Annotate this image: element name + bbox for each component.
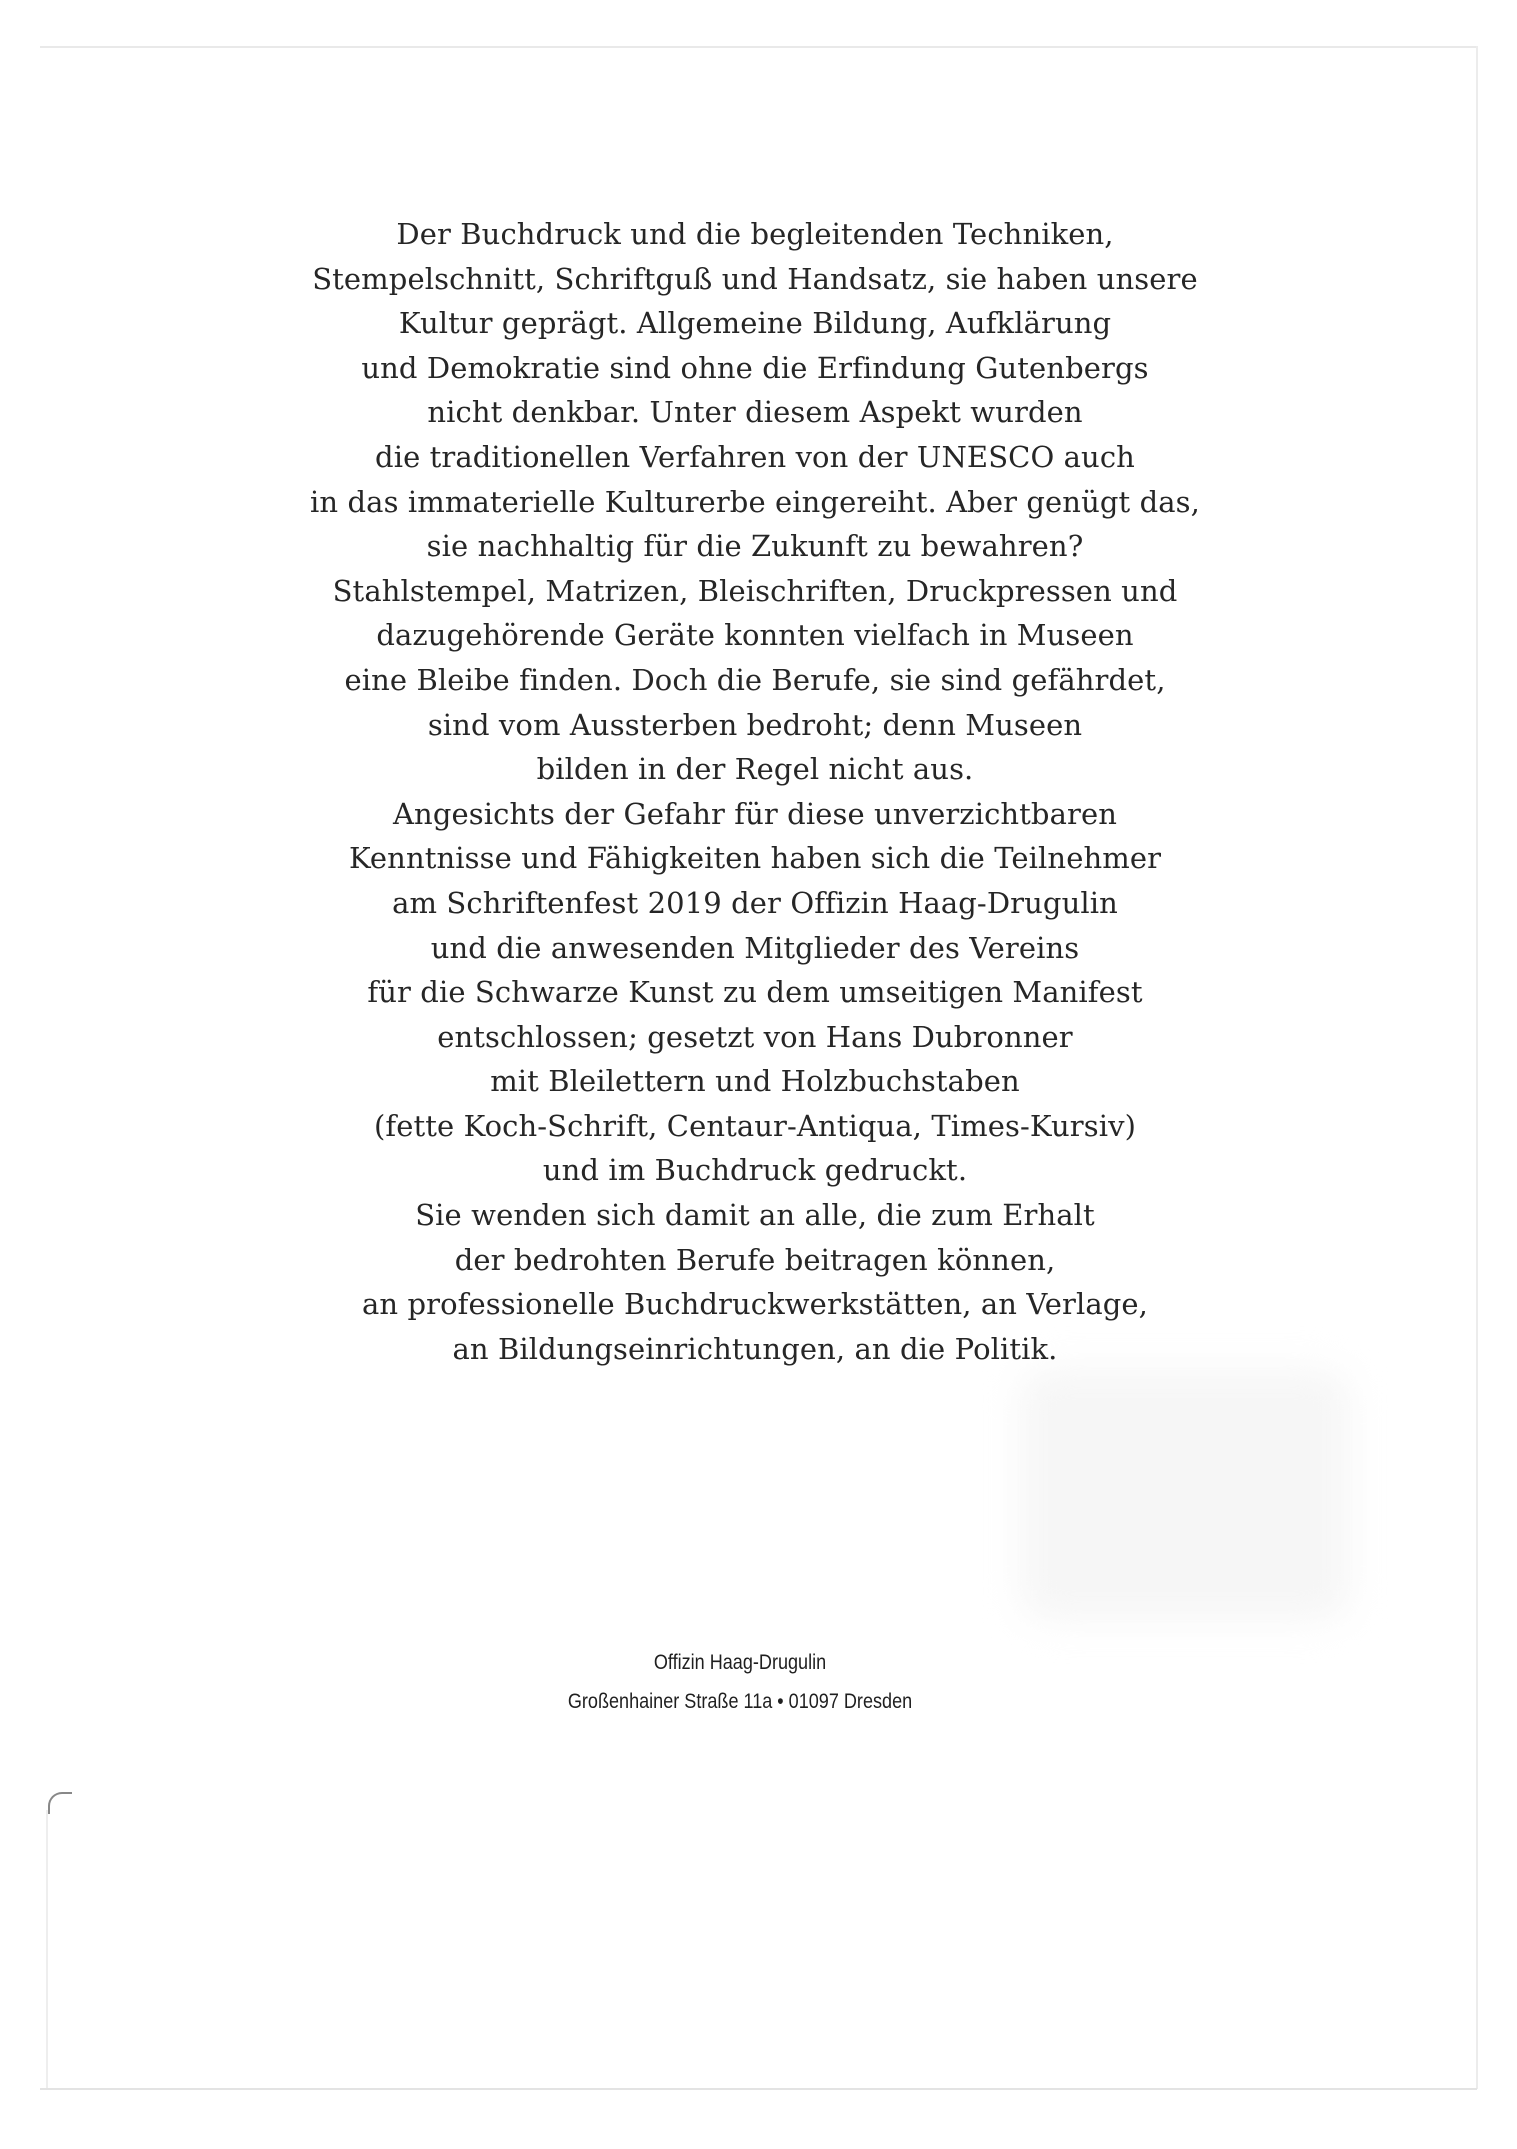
text-line: Sie wenden sich damit an alle, die zum Erhalt	[415, 1198, 1095, 1233]
scan-edge-right	[1476, 46, 1478, 2089]
text-line: an Bildungseinrichtungen, an die Politik.	[452, 1331, 1058, 1366]
text-line: nicht denkbar. Unter diesem Aspekt wurden	[427, 395, 1083, 430]
scan-edge-top	[40, 46, 1477, 48]
scan-edge-bottom	[40, 2088, 1477, 2090]
text-line: in das immaterielle Kulturerbe eingereiht. Aber genügt das,	[310, 484, 1200, 519]
text-line: (fette Koch-Schrift, Centaur-Antiqua, Times-Kursiv)	[373, 1108, 1137, 1143]
centered-text-block	[250, 212, 1260, 1371]
text-line: und Demokratie sind ohne die Erfindung Gutenbergs	[361, 350, 1149, 385]
paper-corner-mark	[48, 1792, 72, 1814]
text-line: sind vom Aussterben bedroht; denn Museen	[427, 707, 1083, 742]
text-line: Kenntnisse und Fähigkeiten haben sich die Teilnehmer	[348, 841, 1162, 876]
imprint-address: Großenhainer Straße 11a • 01097 Dresden	[567, 1690, 913, 1713]
scan-edge-left	[46, 1810, 48, 2088]
text-line: und die anwesenden Mitglieder des Vereins	[430, 930, 1080, 965]
text-line: sie nachhaltig für die Zukunft zu bewahren?	[426, 529, 1084, 564]
scan-shadow	[1020, 1370, 1350, 1620]
text-line: dazugehörende Geräte konnten vielfach in Museen	[376, 618, 1134, 653]
text-line: am Schriftenfest 2019 der Offizin Haag-Drugulin	[392, 885, 1118, 920]
text-line: mit Bleilettern und Holzbuchstaben	[490, 1064, 1020, 1099]
text-line: der bedrohten Berufe beitragen können,	[454, 1242, 1056, 1277]
text-line: Stahlstempel, Matrizen, Bleischriften, Druckpressen und	[332, 573, 1178, 608]
text-line: bilden in der Regel nicht aus.	[536, 752, 974, 787]
text-line: Stempelschnitt, Schriftguß und Handsatz, sie haben unsere	[312, 261, 1198, 296]
text-line: an professionelle Buchdruckwerkstätten, an Verlage,	[362, 1287, 1148, 1322]
text-line: Angesichts der Gefahr für diese unverzichtbaren	[393, 796, 1117, 831]
text-line: Kultur geprägt. Allgemeine Bildung, Aufklärung	[398, 306, 1112, 341]
text-line: und im Buchdruck gedruckt.	[542, 1153, 968, 1188]
text-line: die traditionellen Verfahren von der UNESCO auch	[375, 439, 1135, 474]
imprint-name: Offizin Haag-Drugulin	[653, 1651, 827, 1674]
text-line: eine Bleibe finden. Doch die Berufe, sie sind gefährdet,	[344, 662, 1166, 697]
text-line: Der Buchdruck und die begleitenden Techniken,	[396, 217, 1114, 251]
imprint	[551, 1643, 929, 1721]
text-line: für die Schwarze Kunst zu dem umseitigen Manifest	[367, 975, 1143, 1010]
text-line: entschlossen; gesetzt von Hans Dubronner	[437, 1019, 1073, 1054]
